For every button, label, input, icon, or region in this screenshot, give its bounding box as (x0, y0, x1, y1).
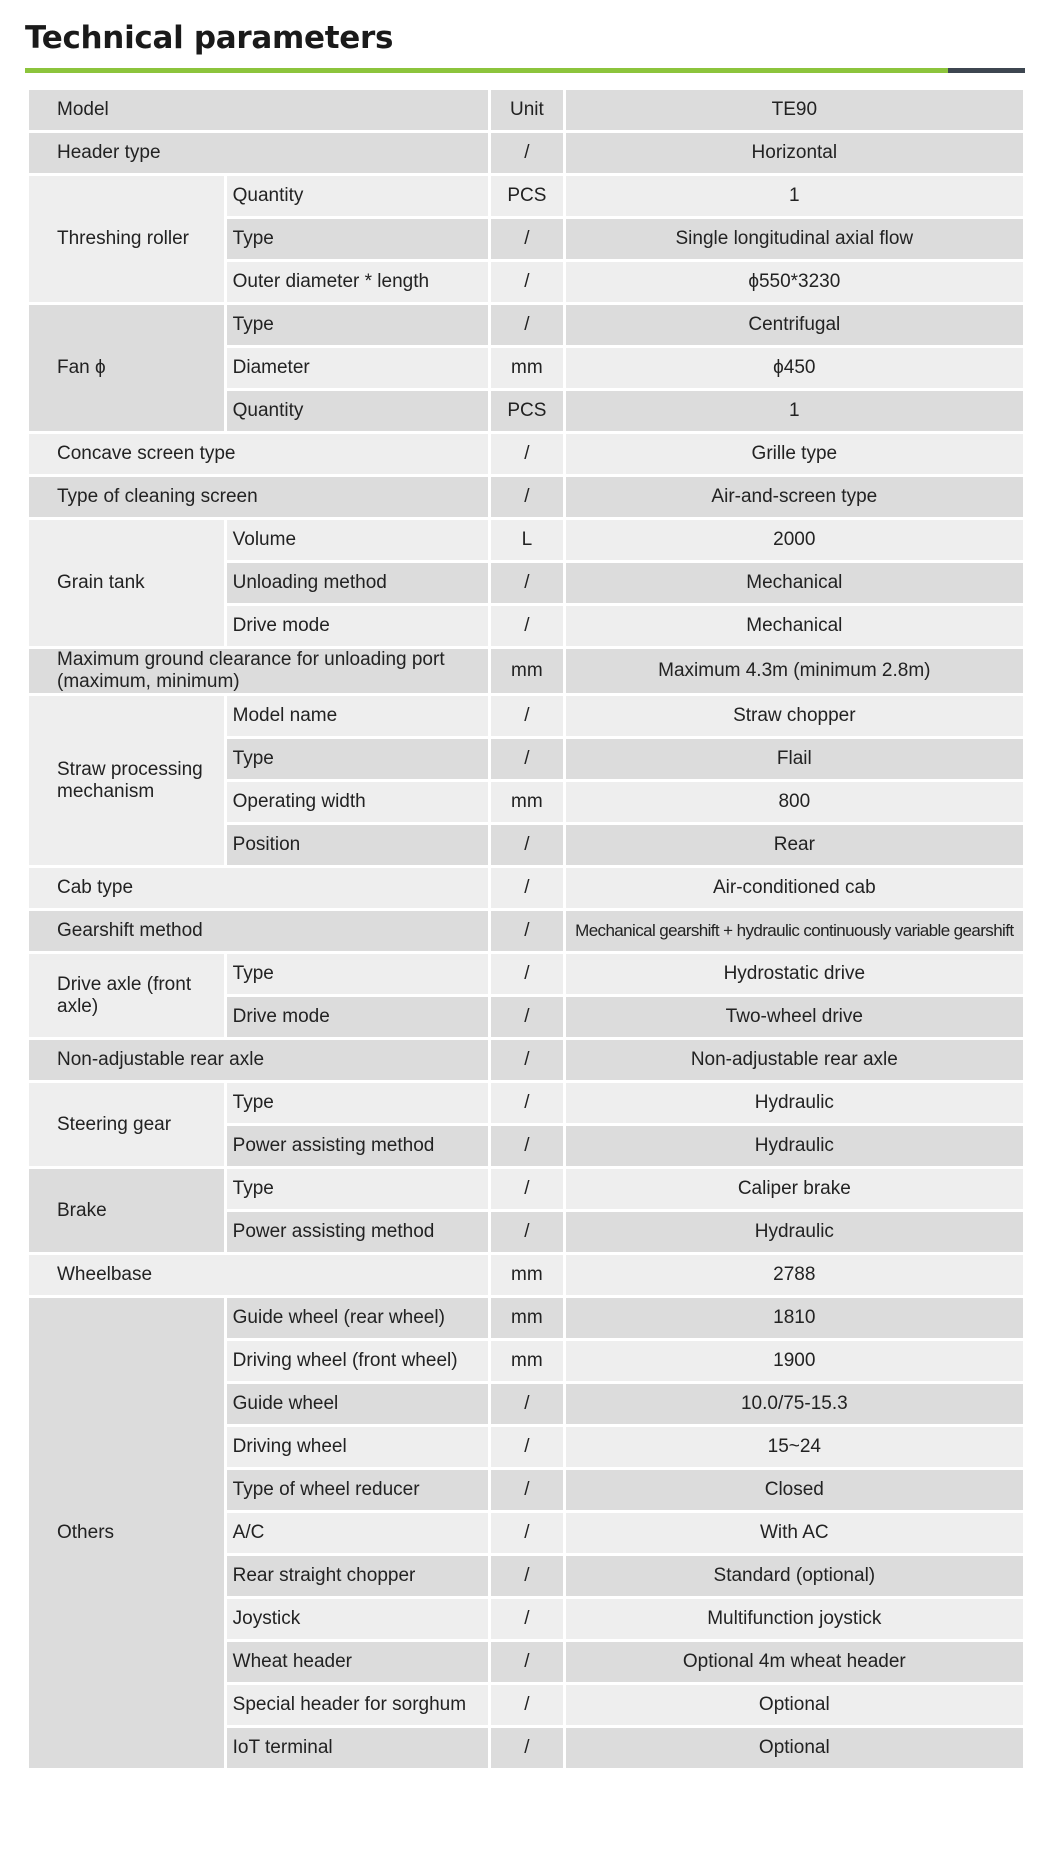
param-value: Flail (566, 739, 1023, 779)
param-unit: / (491, 911, 563, 951)
column-header-unit: Unit (491, 90, 563, 130)
param-unit: mm (491, 782, 563, 822)
sub-param-label: A/C (227, 1513, 488, 1553)
param-unit: / (491, 606, 563, 646)
sub-param-label: Operating width (227, 782, 488, 822)
sub-param-label: Drive mode (227, 606, 488, 646)
param-label: Gearshift method (29, 911, 488, 951)
sub-param-label: Type (227, 305, 488, 345)
param-value: Hydrostatic drive (566, 954, 1023, 994)
table-row (29, 176, 1023, 216)
table-row (29, 1169, 1023, 1209)
param-value: ϕ550*3230 (566, 262, 1023, 302)
table-row (29, 649, 1023, 693)
param-value: 1 (566, 176, 1023, 216)
param-unit: / (491, 1556, 563, 1596)
param-value: Centrifugal (566, 305, 1023, 345)
param-value: Single longitudinal axial flow (566, 219, 1023, 259)
param-label: Non-adjustable rear axle (29, 1040, 488, 1080)
param-unit: / (491, 434, 563, 474)
group-label: Brake (29, 1169, 224, 1252)
param-value: Rear (566, 825, 1023, 865)
param-unit: mm (491, 348, 563, 388)
param-unit: / (491, 262, 563, 302)
param-unit: / (491, 1212, 563, 1252)
param-label: Type of cleaning screen (29, 477, 488, 517)
param-unit: / (491, 1513, 563, 1553)
param-value: ϕ450 (566, 348, 1023, 388)
sub-param-label: Type (227, 1169, 488, 1209)
column-header-model-name: TE90 (566, 90, 1023, 130)
param-value: Optional (566, 1685, 1023, 1725)
param-value: 10.0/75-15.3 (566, 1384, 1023, 1424)
page-title: Technical parameters (25, 20, 394, 56)
param-unit: mm (491, 1298, 563, 1338)
sub-param-label: Power assisting method (227, 1212, 488, 1252)
param-value: Air-conditioned cab (566, 868, 1023, 908)
param-value: Optional 4m wheat header (566, 1642, 1023, 1682)
param-unit: / (491, 868, 563, 908)
sub-param-label: Rear straight chopper (227, 1556, 488, 1596)
param-unit: / (491, 1728, 563, 1768)
param-unit: / (491, 739, 563, 779)
group-label: Drive axle (front axle) (29, 954, 224, 1037)
param-unit: / (491, 1599, 563, 1639)
sub-param-label: Volume (227, 520, 488, 560)
param-value: Two-wheel drive (566, 997, 1023, 1037)
param-value: Horizontal (566, 133, 1023, 173)
param-unit: / (491, 1685, 563, 1725)
param-value: Closed (566, 1470, 1023, 1510)
param-value: Mechanical gearshift + hydraulic continuously variable gearshift (566, 911, 1023, 951)
table-row (29, 477, 1023, 517)
param-label: Concave screen type (29, 434, 488, 474)
param-unit: / (491, 1126, 563, 1166)
sub-param-label: Quantity (227, 391, 488, 431)
sub-param-label: Type of wheel reducer (227, 1470, 488, 1510)
title-underline-accent (25, 68, 948, 73)
sub-param-label: Wheat header (227, 1642, 488, 1682)
param-unit: mm (491, 1341, 563, 1381)
param-value: 2788 (566, 1255, 1023, 1295)
group-label: Straw processing mechanism (29, 696, 224, 865)
param-value: Non-adjustable rear axle (566, 1040, 1023, 1080)
param-value: 1810 (566, 1298, 1023, 1338)
param-unit: / (491, 133, 563, 173)
table-row (29, 954, 1023, 994)
param-label: Maximum ground clearance for unloading port (maximum, minimum) (29, 649, 488, 693)
column-header-model: Model (29, 90, 488, 130)
sub-param-label: Position (227, 825, 488, 865)
param-value: With AC (566, 1513, 1023, 1553)
param-unit: / (491, 305, 563, 345)
param-value: Straw chopper (566, 696, 1023, 736)
table-row (29, 434, 1023, 474)
param-label: Header type (29, 133, 488, 173)
param-unit: / (491, 219, 563, 259)
sub-param-label: Guide wheel (227, 1384, 488, 1424)
param-value: Standard (optional) (566, 1556, 1023, 1596)
param-value: Grille type (566, 434, 1023, 474)
param-unit: / (491, 1384, 563, 1424)
param-value: Maximum 4.3m (minimum 2.8m) (566, 649, 1023, 693)
param-value: 1900 (566, 1341, 1023, 1381)
table-row (29, 520, 1023, 560)
param-unit: / (491, 696, 563, 736)
param-unit: L (491, 520, 563, 560)
param-unit: mm (491, 1255, 563, 1295)
sub-param-label: Unloading method (227, 563, 488, 603)
param-unit: / (491, 1083, 563, 1123)
param-unit: PCS (491, 391, 563, 431)
sub-param-label: Joystick (227, 1599, 488, 1639)
sub-param-label: IoT terminal (227, 1728, 488, 1768)
title-underline (25, 68, 1025, 73)
param-unit: / (491, 1169, 563, 1209)
sub-param-label: Driving wheel (front wheel) (227, 1341, 488, 1381)
param-value: Hydraulic (566, 1083, 1023, 1123)
group-label: Grain tank (29, 520, 224, 646)
param-value: 2000 (566, 520, 1023, 560)
param-unit: / (491, 954, 563, 994)
table-header-row (29, 90, 1023, 130)
param-value: Hydraulic (566, 1212, 1023, 1252)
sub-param-label: Type (227, 219, 488, 259)
table-row (29, 696, 1023, 736)
sub-param-label: Quantity (227, 176, 488, 216)
param-unit: / (491, 997, 563, 1037)
param-unit: / (491, 1427, 563, 1467)
sub-param-label: Outer diameter * length (227, 262, 488, 302)
table-row (29, 868, 1023, 908)
param-unit: PCS (491, 176, 563, 216)
group-label: Steering gear (29, 1083, 224, 1166)
title-underline-end (948, 68, 1025, 73)
spec-table (26, 87, 1026, 1771)
table-row (29, 911, 1023, 951)
param-value: Mechanical (566, 606, 1023, 646)
sub-param-label: Guide wheel (rear wheel) (227, 1298, 488, 1338)
table-row (29, 1298, 1023, 1338)
param-value: 15~24 (566, 1427, 1023, 1467)
param-unit: / (491, 563, 563, 603)
table-row (29, 1083, 1023, 1123)
table-row (29, 1255, 1023, 1295)
sub-param-label: Special header for sorghum (227, 1685, 488, 1725)
param-value: 800 (566, 782, 1023, 822)
sub-param-label: Type (227, 1083, 488, 1123)
group-label: Others (29, 1298, 224, 1768)
group-label: Fan ϕ (29, 305, 224, 431)
param-value: Multifunction joystick (566, 1599, 1023, 1639)
param-value: Mechanical (566, 563, 1023, 603)
param-value: Optional (566, 1728, 1023, 1768)
sub-param-label: Type (227, 739, 488, 779)
param-unit: / (491, 1040, 563, 1080)
sub-param-label: Model name (227, 696, 488, 736)
table-row (29, 1040, 1023, 1080)
param-label: Cab type (29, 868, 488, 908)
param-value: Air-and-screen type (566, 477, 1023, 517)
param-label: Wheelbase (29, 1255, 488, 1295)
param-unit: / (491, 1470, 563, 1510)
group-label: Threshing roller (29, 176, 224, 302)
sub-param-label: Drive mode (227, 997, 488, 1037)
param-unit: mm (491, 649, 563, 693)
param-unit: / (491, 825, 563, 865)
param-value: 1 (566, 391, 1023, 431)
sub-param-label: Driving wheel (227, 1427, 488, 1467)
sub-param-label: Power assisting method (227, 1126, 488, 1166)
table-row (29, 133, 1023, 173)
param-unit: / (491, 477, 563, 517)
table-row (29, 305, 1023, 345)
sub-param-label: Diameter (227, 348, 488, 388)
param-value: Caliper brake (566, 1169, 1023, 1209)
param-unit: / (491, 1642, 563, 1682)
param-value: Hydraulic (566, 1126, 1023, 1166)
sub-param-label: Type (227, 954, 488, 994)
